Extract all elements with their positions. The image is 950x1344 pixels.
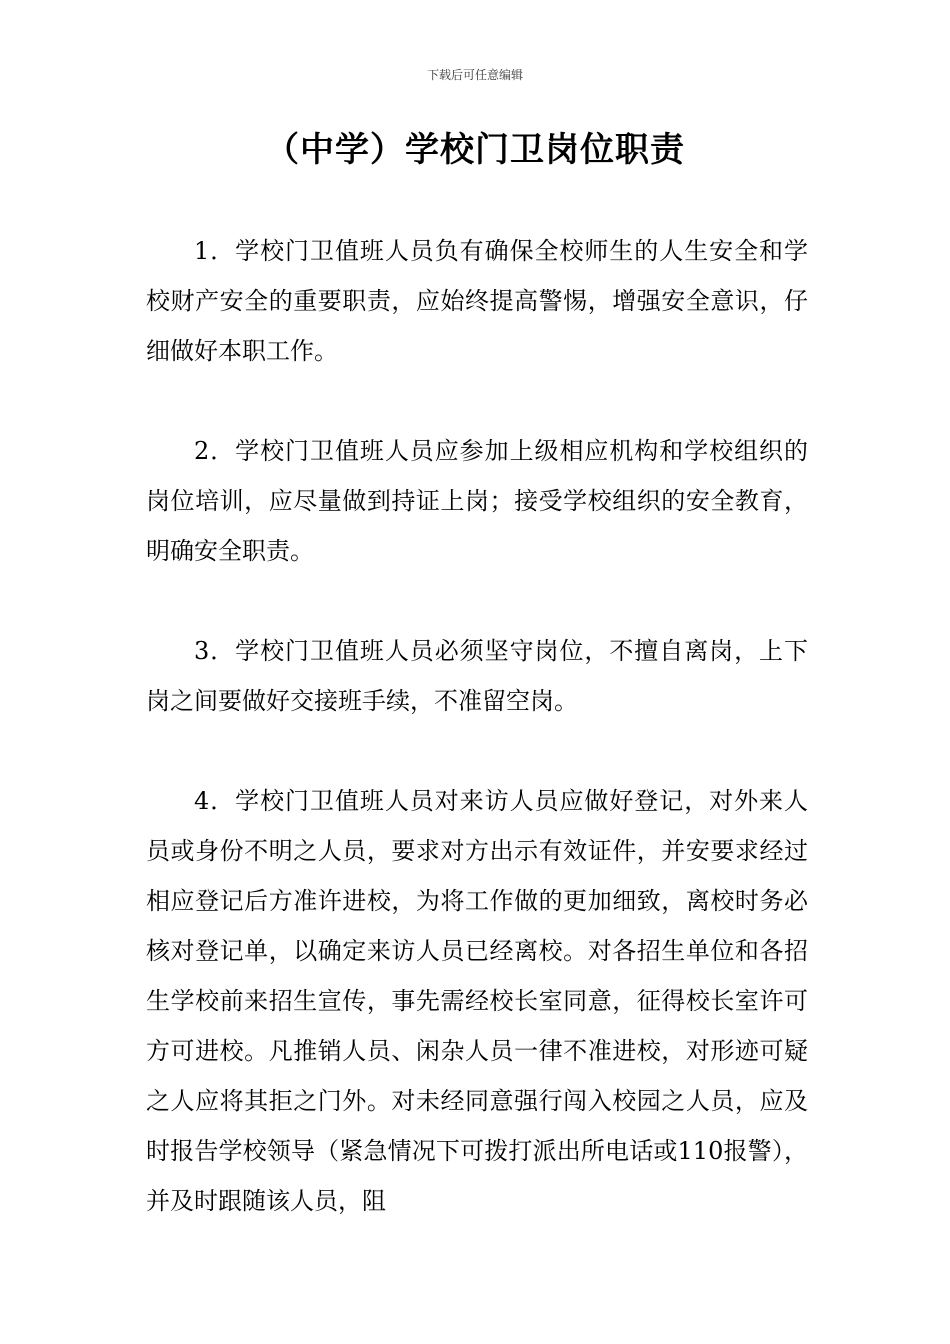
- paragraph-3: 3．学校门卫值班人员必须坚守岗位，不擅自离岗，上下岗之间要做好交接班手续，不准留空岗。: [146, 637, 808, 715]
- paragraph-4: 4．学校门卫值班人员对来访人员应做好登记，对外来人员或身份不明之人员，要求对方出示有效证件，并安要求经过相应登记后方准许进校，为将工作做的更加细致，离校时务必核对登记单，以确定来访人员已经离校。对各招生单位和各招生学校前来招生宣传，事先需经校长室同意，征得校长室许可方可进校。凡推销人员、闲杂人员一律不准进校，对形迹可疑之人应将其拒之门外。对未经同意强行闯入校园之人员，应及时报告学校领导（紧急情况下可拨打派出所电话或110报警），并及时跟随该人员，阻: [146, 787, 808, 1215]
- document-title: （中学）学校门卫岗位职责: [265, 130, 685, 170]
- document-body: [146, 226, 808, 1226]
- header-note: 下载后可任意编辑: [426, 68, 523, 82]
- paragraph-2: 2．学校门卫值班人员应参加上级相应机构和学校组织的岗位培训，应尽量做到持证上岗；接受学校组织的安全教育，明确安全职责。: [146, 437, 808, 565]
- paragraph-1: 1．学校门卫值班人员负有确保全校师生的人生安全和学校财产安全的重要职责，应始终提高警惕，增强安全意识，仔细做好本职工作。: [146, 237, 808, 365]
